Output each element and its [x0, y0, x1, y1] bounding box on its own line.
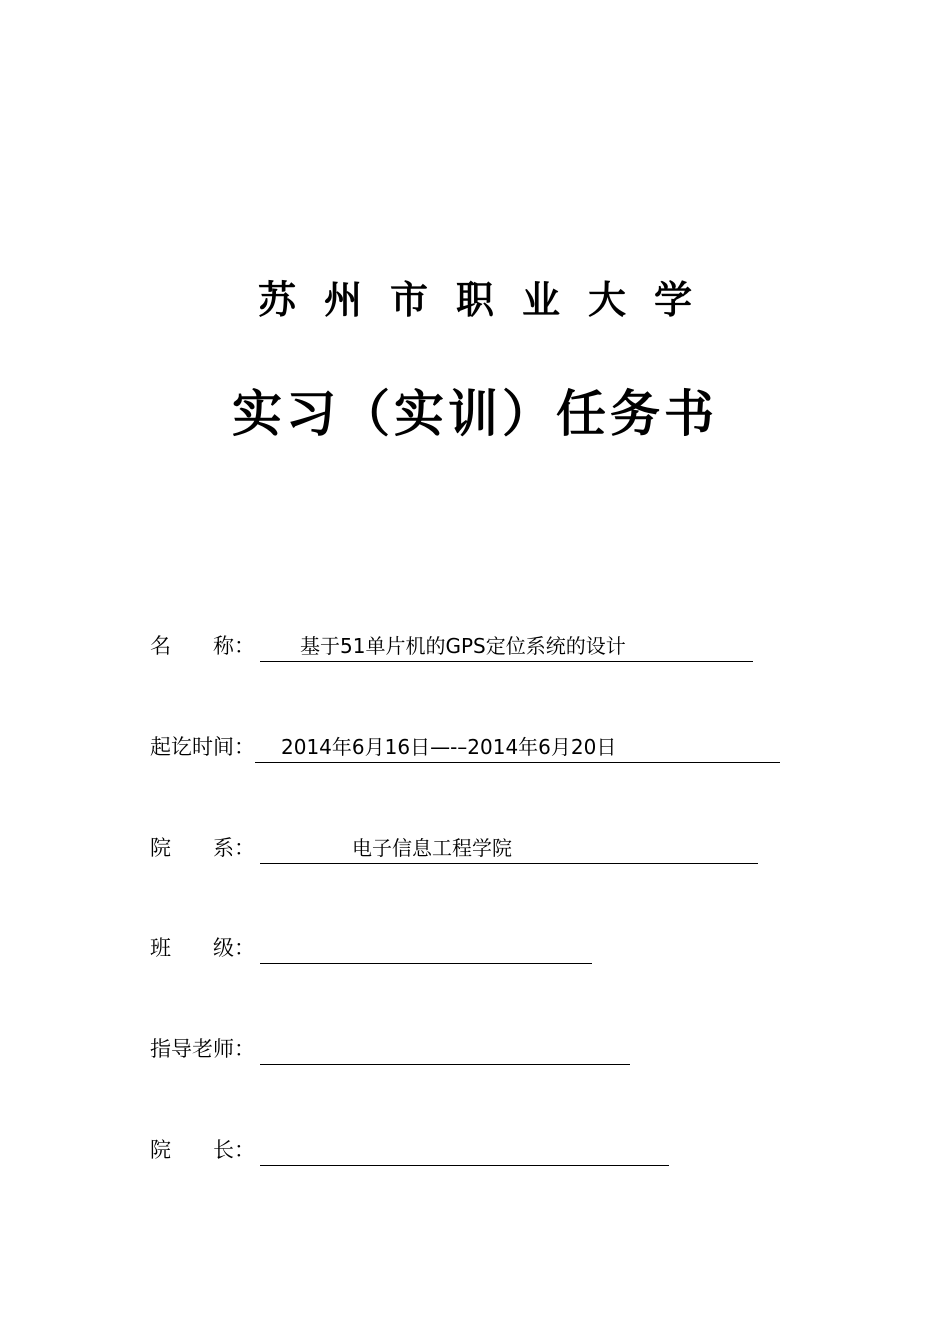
field-department-label: 院 系： — [150, 836, 255, 860]
field-advisor-row — [150, 1031, 630, 1065]
field-name-value: 基于51单片机的GPS定位系统的设计 — [300, 634, 626, 658]
field-period-line — [255, 733, 780, 763]
field-class-line[interactable] — [260, 934, 592, 964]
field-name-line — [260, 632, 753, 662]
university-title: 苏州市职业大学 — [257, 277, 720, 322]
field-department-line — [260, 834, 758, 864]
field-dean-label: 院 长： — [150, 1138, 255, 1162]
field-department-row — [150, 830, 758, 864]
field-period-value: 2014年6月16日—-–2014年6月20日 — [281, 735, 617, 759]
document-title: 实习（实训）任务书 — [232, 384, 718, 443]
field-class-label: 班 级： — [150, 936, 255, 960]
field-department-value: 电子信息工程学院 — [352, 836, 512, 860]
field-name-label: 名 称： — [150, 634, 255, 658]
field-class-row — [150, 930, 592, 964]
field-period-row — [150, 729, 780, 763]
field-period-label: 起讫时间： — [150, 735, 255, 759]
field-advisor-label: 指导老师： — [150, 1037, 255, 1061]
field-dean-row — [150, 1132, 669, 1166]
field-name-row — [150, 628, 753, 662]
field-dean-line[interactable] — [260, 1136, 669, 1166]
field-advisor-line[interactable] — [260, 1035, 630, 1065]
